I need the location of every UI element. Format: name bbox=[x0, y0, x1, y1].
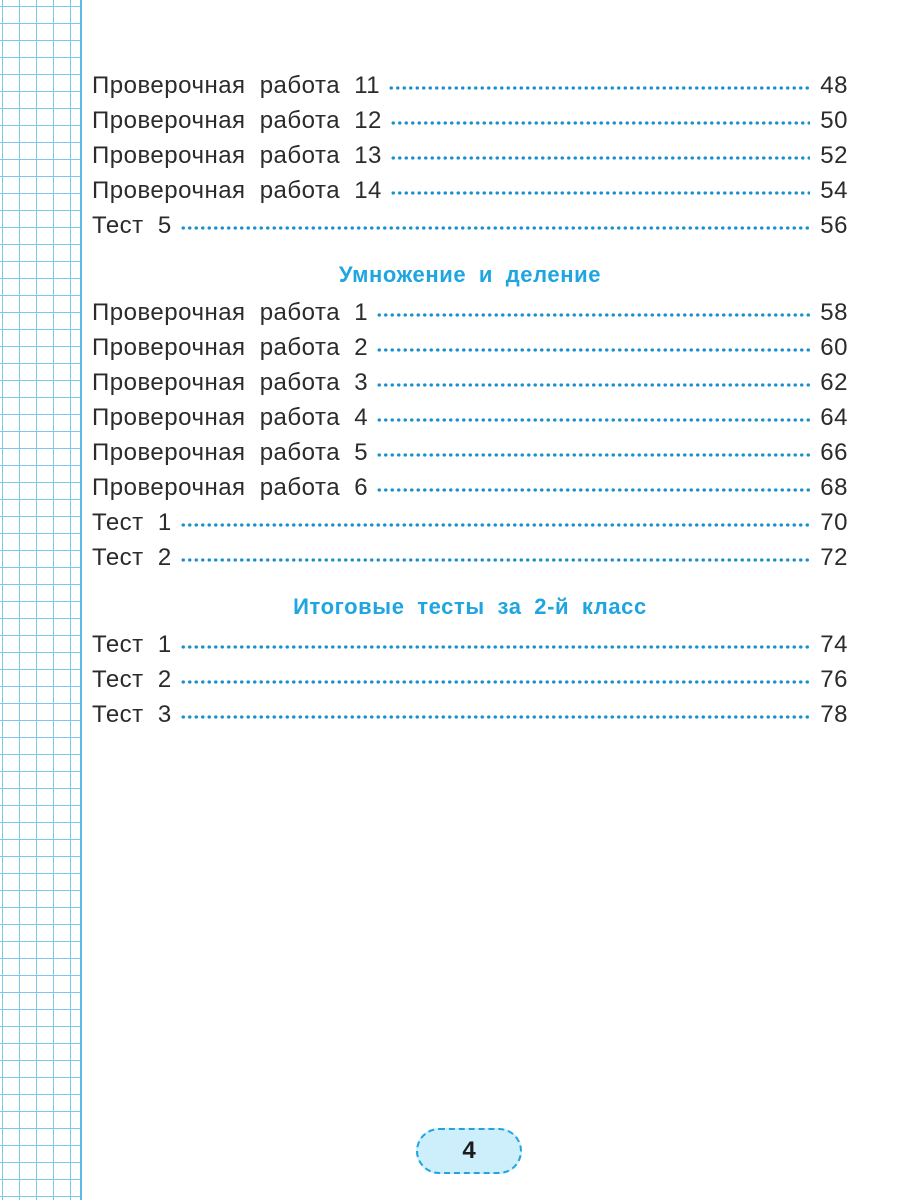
dot-leader bbox=[376, 488, 810, 492]
dot-leader bbox=[390, 156, 810, 160]
toc-entry-label: Проверочная работа 2 bbox=[92, 334, 369, 361]
toc-group-multiplication bbox=[92, 299, 848, 579]
toc-entry-page: 64 bbox=[820, 404, 848, 431]
toc-entry-label: Тест 5 bbox=[92, 212, 172, 239]
dot-leader bbox=[180, 523, 810, 527]
toc-entry[interactable] bbox=[92, 72, 848, 107]
graph-paper-margin bbox=[0, 0, 80, 1200]
toc-entry[interactable] bbox=[92, 544, 848, 579]
toc-entry[interactable] bbox=[92, 334, 848, 369]
page-number-badge bbox=[416, 1128, 522, 1174]
dot-leader bbox=[388, 86, 810, 90]
dot-leader bbox=[390, 121, 810, 125]
toc-entry[interactable] bbox=[92, 142, 848, 177]
page-number: 4 bbox=[462, 1137, 476, 1164]
dot-leader bbox=[180, 226, 810, 230]
toc-entry[interactable] bbox=[92, 177, 848, 212]
toc-entry-label: Проверочная работа 6 bbox=[92, 474, 369, 501]
toc-entry[interactable] bbox=[92, 474, 848, 509]
toc-entry-label: Проверочная работа 3 bbox=[92, 369, 369, 396]
toc-group-top bbox=[92, 72, 848, 247]
toc-entry[interactable] bbox=[92, 299, 848, 334]
dot-leader bbox=[376, 348, 810, 352]
toc-entry-label: Проверочная работа 12 bbox=[92, 107, 382, 134]
toc-entry-label: Проверочная работа 4 bbox=[92, 404, 369, 431]
toc-entry-page: 60 bbox=[820, 334, 848, 361]
toc-entry-label: Проверочная работа 13 bbox=[92, 142, 382, 169]
toc-entry-label: Проверочная работа 14 bbox=[92, 177, 382, 204]
toc-entry-label: Тест 2 bbox=[92, 544, 172, 571]
toc-entry-page: 62 bbox=[820, 369, 848, 396]
toc-entry[interactable] bbox=[92, 631, 848, 666]
toc-entry-page: 78 bbox=[820, 701, 848, 728]
toc-entry-page: 66 bbox=[820, 439, 848, 466]
toc-entry[interactable] bbox=[92, 107, 848, 142]
toc-entry[interactable] bbox=[92, 666, 848, 701]
dot-leader bbox=[390, 191, 810, 195]
toc-entry-label: Тест 3 bbox=[92, 701, 172, 728]
margin-line bbox=[80, 0, 82, 1200]
dot-leader bbox=[376, 313, 810, 317]
dot-leader bbox=[180, 558, 810, 562]
toc-entry-page: 76 bbox=[820, 666, 848, 693]
toc-entry-page: 74 bbox=[820, 631, 848, 658]
toc-entry-label: Тест 1 bbox=[92, 509, 172, 536]
toc-entry-label: Тест 1 bbox=[92, 631, 172, 658]
section-heading-multiplication: Умножение и деление bbox=[338, 262, 602, 287]
toc-entry-page: 54 bbox=[820, 177, 848, 204]
toc-entry-label: Проверочная работа 11 bbox=[92, 72, 381, 99]
dot-leader bbox=[180, 715, 810, 719]
toc-entry-page: 52 bbox=[820, 142, 848, 169]
dot-leader bbox=[376, 418, 810, 422]
toc-entry[interactable] bbox=[92, 212, 848, 247]
toc-entry-page: 72 bbox=[820, 544, 848, 571]
toc-entry-page: 50 bbox=[820, 107, 848, 134]
dot-leader bbox=[376, 383, 810, 387]
toc-entry[interactable] bbox=[92, 439, 848, 474]
toc-entry-label: Тест 2 bbox=[92, 666, 172, 693]
dot-leader bbox=[180, 680, 810, 684]
toc-entry-page: 56 bbox=[820, 212, 848, 239]
toc-entry-page: 68 bbox=[820, 474, 848, 501]
toc-entry-label: Проверочная работа 5 bbox=[92, 439, 369, 466]
table-of-contents bbox=[92, 72, 848, 736]
section-heading-final-tests: Итоговые тесты за 2-й класс bbox=[293, 594, 647, 619]
toc-entry[interactable] bbox=[92, 369, 848, 404]
toc-entry-page: 70 bbox=[820, 509, 848, 536]
toc-entry[interactable] bbox=[92, 404, 848, 439]
toc-entry-page: 48 bbox=[820, 72, 848, 99]
dot-leader bbox=[180, 645, 810, 649]
toc-entry-label: Проверочная работа 1 bbox=[92, 299, 369, 326]
toc-group-final-tests bbox=[92, 631, 848, 736]
toc-entry[interactable] bbox=[92, 509, 848, 544]
toc-entry-page: 58 bbox=[820, 299, 848, 326]
dot-leader bbox=[376, 453, 810, 457]
toc-entry[interactable] bbox=[92, 701, 848, 736]
